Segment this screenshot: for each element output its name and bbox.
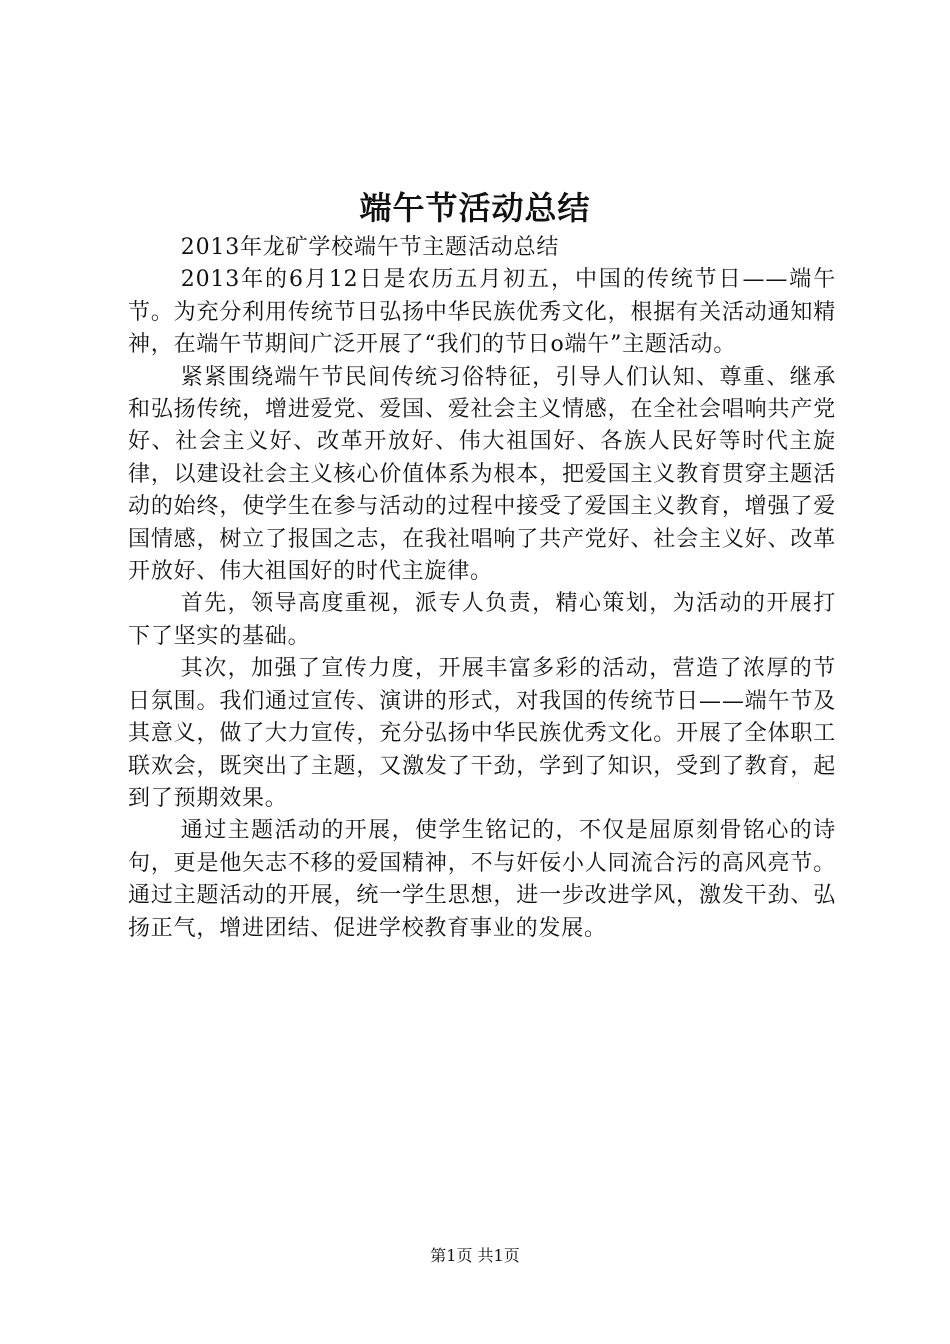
paragraph-first: 首先，领导高度重视，派专人负责，精心策划，为活动的开展打下了坚实的基础。 xyxy=(128,591,836,649)
document-title: 端午节活动总结 xyxy=(359,189,591,227)
page-footer: 第1页 共1页 xyxy=(430,1246,520,1265)
paragraph-conclusion: 通过主题活动的开展，使学生铭记的，不仅是屈原刻骨铭心的诗句，更是他矢志不移的爱国精神，不与奸佞小人同流合污的高风亮节。通过主题活动的开展，统一学生思想，进一步改进学风，激发干劲、弘扬正气，增进团结、促进学校教育事业的发展。 xyxy=(128,818,836,941)
paragraph-subtitle: 2013年龙矿学校端午节主题活动总结 xyxy=(180,235,560,260)
paragraph-purpose: 紧紧围绕端午节民间传统习俗特征，引导人们认知、尊重、继承和弘扬传统，增进爱党、爱国、爱社会主义情感，在全社会唱响共产党好、社会主义好、改革开放好、伟大祖国好、各族人民好等时代主旋律，以建设社会主义核心价值体系为根本，把爱国主义教育贯穿主题活动的始终，使学生在参与活动的过程中接受了爱国主义教育，增强了爱国情感，树立了报国之志，在我社唱响了共产党好、社会主义好、改革开放好、伟大祖国好的时代主旋律。 xyxy=(128,364,836,585)
document-body xyxy=(128,232,836,945)
paragraph-second: 其次，加强了宣传力度，开展丰富多彩的活动，营造了浓厚的节日氛围。我们通过宣传、演讲的形式，对我国的传统节日——端午节及其意义，做了大力宣传，充分弘扬中华民族优秀文化。开展了全体职工联欢会，既突出了主题，又激发了干劲，学到了知识，受到了教育，起到了预期效果。 xyxy=(128,656,836,811)
paragraph-intro: 2013年的6月12日是农历五月初五，中国的传统节日——端午节。为充分利用传统节日弘扬中华民族优秀文化，根据有关活动通知精神，在端午节期间广泛开展了“我们的节日o端午”主题活动。 xyxy=(128,267,836,358)
